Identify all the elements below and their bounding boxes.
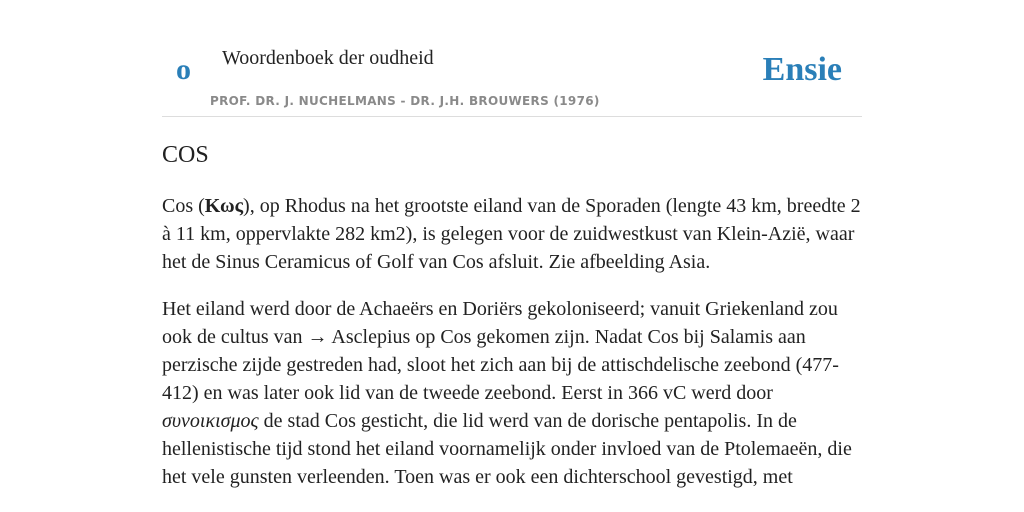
- book-authors: PROF. DR. J. NUCHELMANS - DR. J.H. BROUWERS (1976): [210, 94, 600, 108]
- paragraph-1-text-a: Cos (: [162, 195, 205, 217]
- book-logo[interactable]: o: [176, 53, 191, 86]
- paragraph-1: [162, 192, 864, 276]
- asclepius-link[interactable]: → Asclepius: [307, 326, 411, 348]
- entry-content: [162, 192, 864, 510]
- paragraph-2-text-a: Het eiland werd door de Achaeërs en Doriërs gekoloniseerd; vanuit Griekenland zou ook de cultus van: [162, 298, 838, 348]
- book-title[interactable]: Woordenboek der oudheid: [222, 47, 434, 69]
- brand-logo[interactable]: Ensie: [762, 51, 842, 88]
- paragraph-2-text-c: de stad Cos gesticht, die lid werd van de dorische pentapolis. In de hellenistische tijd stond het eiland voornamelijk onder invloed van de Ptolemaeën, die het vele gunsten verleenden. Toen was er ook een dichterschool gevestigd, met: [162, 410, 852, 488]
- entry-title: COS: [162, 142, 209, 168]
- greek-term-italic: συνοικισμος: [162, 410, 259, 432]
- site-header: [162, 0, 862, 117]
- paragraph-2: [162, 295, 864, 491]
- greek-term: Κως: [204, 195, 244, 217]
- paragraph-1-text-b: ), op Rhodus na het grootste eiland van de Sporaden (lengte 43 km, breedte 2 à 11 km, oppervlakte 282 km2), is gelegen voor de zuidwestkust van Klein-Azië, waar het de Sinus Ceramicus of Golf van Cos afsluit. Zie afbeelding Asia.: [162, 195, 861, 273]
- paragraph-2-text-b: op Cos gekomen zijn. Nadat Cos bij Salamis aan perzische zijde gestreden had, sloot het zich aan bij de attischdelische zeebond (477-412) en was later ook lid van de tweede zeebond. Eerst in 366 vC werd door: [162, 326, 839, 404]
